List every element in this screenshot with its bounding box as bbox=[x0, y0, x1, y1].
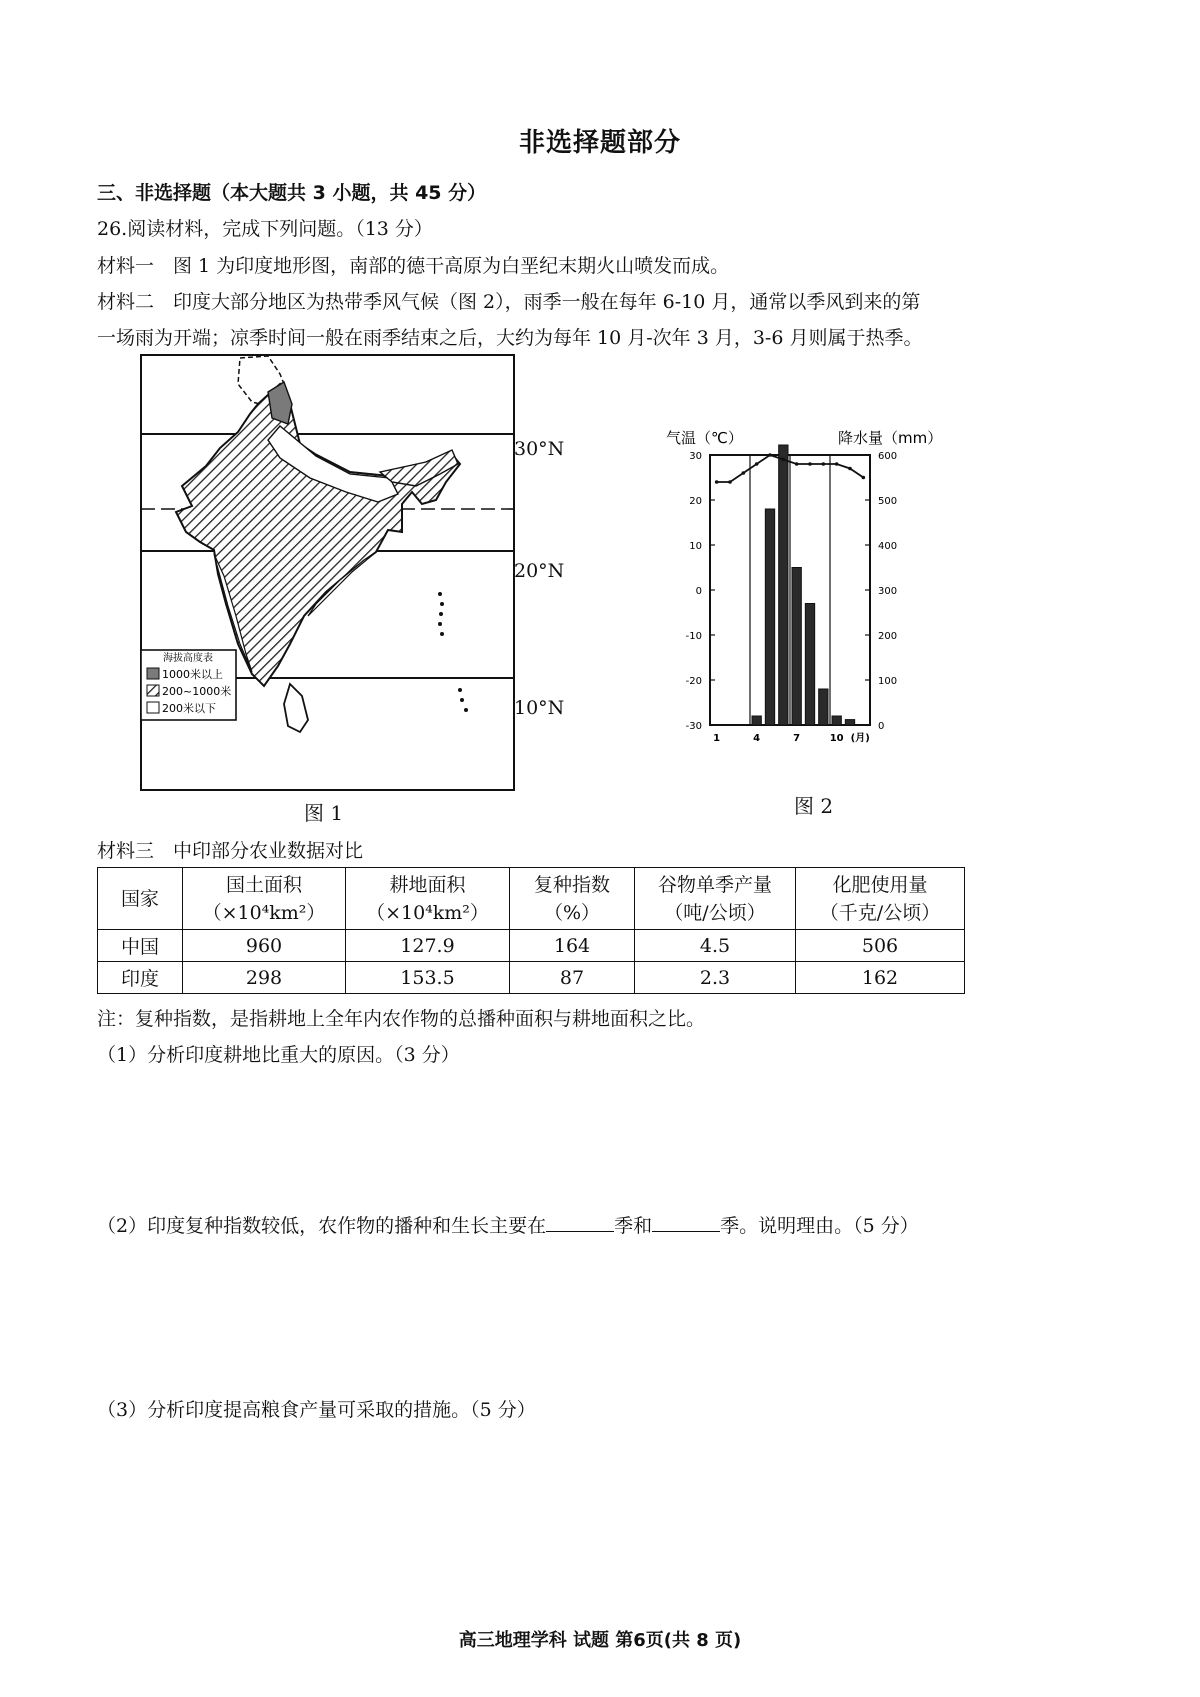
legend-swatch-mid bbox=[147, 685, 159, 696]
cell-multiple-cropping: 164 bbox=[510, 930, 635, 962]
temperature-point bbox=[768, 453, 772, 457]
temperature-point bbox=[835, 462, 839, 466]
q2-text-c: 季。说明理由。（5 分） bbox=[720, 1215, 919, 1237]
sub-question-2 bbox=[97, 1211, 919, 1238]
cell-land-area: 298 bbox=[183, 962, 346, 994]
col-header-multiple-cropping: 复种指数 （%） bbox=[510, 868, 635, 930]
temperature-point bbox=[808, 462, 812, 466]
precipitation-bar bbox=[752, 716, 761, 725]
temperature-point bbox=[715, 480, 719, 484]
cell-fertilizer: 162 bbox=[796, 962, 965, 994]
material-2-line-2: 一场雨为开端；凉季时间一般在雨季结束之后，大约为每年 10 月-次年 3 月，3-6 月则属于热季。 bbox=[97, 327, 923, 349]
right-tick-label: 100 bbox=[878, 676, 898, 687]
page-footer: 高三地理学科 试题 第6页(共 8 页) bbox=[458, 1630, 742, 1651]
col-header-arable-area: 耕地面积 （×10⁴km²） bbox=[346, 868, 510, 930]
q2-text-a: （2）印度复种指数较低，农作物的播种和生长主要在 bbox=[97, 1215, 547, 1237]
lat-label-20n: 20°N bbox=[514, 560, 565, 582]
cell-country: 中国 bbox=[98, 930, 183, 962]
q2-text-b: 季和 bbox=[614, 1215, 653, 1237]
temperature-point bbox=[782, 458, 786, 462]
left-tick-label: 0 bbox=[695, 586, 702, 597]
temperature-point bbox=[742, 471, 746, 475]
cell-grain-yield: 2.3 bbox=[635, 962, 796, 994]
material-2-line-1: 材料二 印度大部分地区为热带季风气候（图 2），雨季一般在每年 6-10 月，通常以季风到来的第 bbox=[97, 291, 921, 313]
precipitation-bar bbox=[805, 604, 814, 726]
cell-arable-area: 153.5 bbox=[346, 962, 510, 994]
right-tick-label: 600 bbox=[878, 451, 898, 462]
x-tick-label: 10 bbox=[829, 733, 844, 744]
x-tick-label: 7 bbox=[793, 733, 801, 744]
left-tick-label: -30 bbox=[685, 721, 702, 732]
temperature-point bbox=[728, 480, 732, 484]
left-tick-label: -10 bbox=[685, 631, 702, 642]
col-header-country: 国家 bbox=[98, 868, 183, 930]
left-axis-title: 气温（℃） bbox=[666, 429, 743, 447]
material-1: 材料一 图 1 为印度地形图，南部的德干高原为白垩纪末期火山喷发而成。 bbox=[97, 255, 730, 277]
temperature-point bbox=[795, 462, 799, 466]
precipitation-bar bbox=[779, 445, 788, 725]
legend-item-mid: 200~1000米 bbox=[162, 685, 232, 698]
cell-country: 印度 bbox=[98, 962, 183, 994]
climate-chart bbox=[660, 425, 943, 760]
legend-item-high: 1000米以上 bbox=[162, 668, 223, 681]
figure-2-caption: 图 2 bbox=[794, 794, 834, 818]
answer-blank-1[interactable] bbox=[546, 1213, 614, 1232]
agri-data-table bbox=[97, 867, 965, 994]
right-tick-label: 200 bbox=[878, 631, 898, 642]
page-title: 非选择题部分 bbox=[518, 128, 681, 158]
cell-fertilizer: 506 bbox=[796, 930, 965, 962]
col-header-fertilizer: 化肥使用量 （千克/公顷） bbox=[796, 868, 965, 930]
india-topographic-map bbox=[140, 354, 515, 794]
figure-1-caption: 图 1 bbox=[304, 801, 344, 825]
right-tick-label: 500 bbox=[878, 496, 898, 507]
precipitation-bar bbox=[832, 716, 841, 725]
table-note: 注：复种指数，是指耕地上全年内农作物的总播种面积与耕地面积之比。 bbox=[97, 1008, 706, 1030]
table-row bbox=[98, 962, 965, 994]
right-axis-title: 降水量（mm） bbox=[838, 429, 943, 447]
legend-swatch-high bbox=[147, 668, 159, 679]
table-row bbox=[98, 930, 965, 962]
right-tick-label: 0 bbox=[878, 721, 885, 732]
legend-title: 海拔高度表 bbox=[163, 653, 213, 664]
sub-question-1: （1）分析印度耕地比重大的原因。（3 分） bbox=[97, 1044, 460, 1066]
question-26-stem: 26.阅读材料，完成下列问题。（13 分） bbox=[97, 218, 433, 240]
section-heading: 三、非选择题（本大题共 3 小题，共 45 分） bbox=[97, 182, 487, 204]
left-tick-label: -20 bbox=[685, 676, 702, 687]
material-3: 材料三 中印部分农业数据对比 bbox=[97, 840, 364, 862]
x-axis-ticks bbox=[713, 731, 870, 744]
x-tick-label: 4 bbox=[753, 733, 761, 744]
answer-blank-2[interactable] bbox=[652, 1213, 720, 1232]
sub-question-3: （3）分析印度提高粮食产量可采取的措施。（5 分） bbox=[97, 1399, 536, 1421]
temperature-point bbox=[862, 476, 866, 480]
right-tick-label: 400 bbox=[878, 541, 898, 552]
left-tick-label: 20 bbox=[689, 496, 702, 507]
left-tick-label: 30 bbox=[689, 451, 702, 462]
right-tick-label: 300 bbox=[878, 586, 898, 597]
lat-label-10n: 10°N bbox=[514, 697, 565, 719]
cell-land-area: 960 bbox=[183, 930, 346, 962]
temperature-point bbox=[755, 462, 759, 466]
col-header-land-area: 国土面积 （×10⁴km²） bbox=[183, 868, 346, 930]
legend-swatch-low bbox=[147, 702, 159, 713]
cell-arable-area: 127.9 bbox=[346, 930, 510, 962]
x-axis-unit: (月) bbox=[850, 733, 870, 744]
legend-item-low: 200米以下 bbox=[162, 702, 216, 715]
precipitation-bar bbox=[845, 720, 854, 725]
lat-label-30n: 30°N bbox=[514, 438, 565, 460]
precipitation-bar bbox=[792, 568, 801, 726]
cell-grain-yield: 4.5 bbox=[635, 930, 796, 962]
precipitation-bar bbox=[819, 689, 828, 725]
cell-multiple-cropping: 87 bbox=[510, 962, 635, 994]
temperature-point bbox=[848, 467, 852, 471]
table-header-row bbox=[98, 868, 965, 930]
temperature-point bbox=[822, 462, 826, 466]
precipitation-bar bbox=[765, 509, 774, 725]
left-tick-label: 10 bbox=[689, 541, 702, 552]
col-header-grain-yield: 谷物单季产量 （吨/公顷） bbox=[635, 868, 796, 930]
x-tick-label: 1 bbox=[713, 733, 721, 744]
